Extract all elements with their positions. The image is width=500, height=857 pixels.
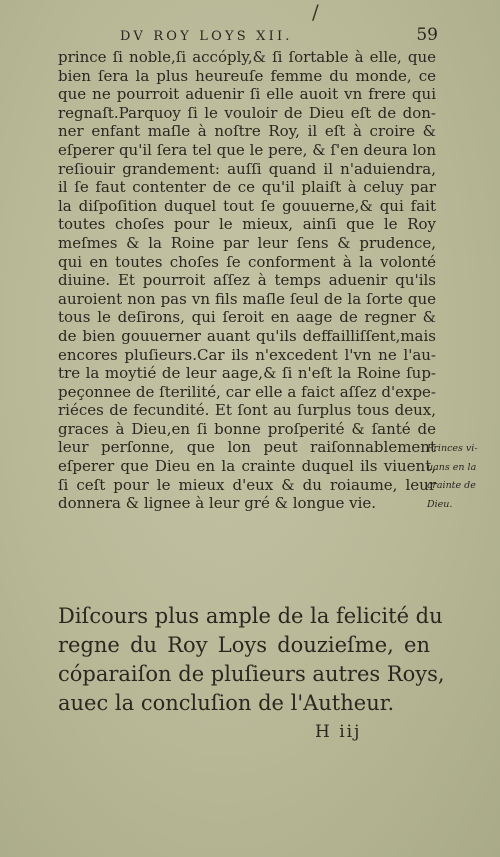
text-line: peçonnee de ſterilité, car elle a faict aſſez d'expe- bbox=[58, 382, 436, 401]
margin-note-line: uans en la bbox=[427, 461, 477, 473]
text-line: encores pluſieurs.Car ils n'excedent l'vn ne l'au- bbox=[58, 345, 436, 364]
text-line: meſmes & la Roine par leur ſens & prudence, bbox=[58, 233, 436, 252]
text-line: diuine. Et pourroit aſſez à temps aduenir qu'ils bbox=[58, 271, 436, 290]
page-number: 59 bbox=[416, 25, 438, 45]
text-line: ſi ceſt pour le mieux d'eux & du roiaume, leur bbox=[58, 475, 436, 494]
text-line: riéces de fecundité. Et ſont au ſurplus tous deux, bbox=[58, 401, 436, 420]
margin-note-line: Dieu. bbox=[427, 498, 453, 510]
running-head: DV ROY LOYS XII. bbox=[120, 29, 293, 44]
text-line: bien ſera la plus heureuſe femme du monde, ce bbox=[58, 66, 436, 85]
ink-mark: / bbox=[312, 0, 319, 24]
heading-line: cóparaiſon de pluſieurs autres Roys, bbox=[58, 662, 445, 686]
text-line: qui en toutes choſes ſe conforment à la volonté bbox=[58, 252, 436, 271]
text-line: de bien gouuerner auant qu'ils deffailliſſent,mais bbox=[58, 326, 436, 345]
section-heading bbox=[58, 602, 445, 718]
text-line: leur perſonne, que lon peut raiſonnablement bbox=[58, 438, 436, 457]
text-line: la diſpoſition duquel tout ſe gouuerne,& qui fait bbox=[58, 196, 436, 215]
heading-line: Diſcours plus ample de la felicité du bbox=[58, 604, 443, 628]
heading-line: regne du Roy Loys douzieſme, en bbox=[58, 633, 430, 657]
text-line: donnera & lignee à leur gré & longue vie. bbox=[58, 494, 377, 513]
text-line: il ſe faut contenter de ce qu'il plaiſt à celuy par bbox=[58, 178, 436, 197]
text-line: regnaſt.Parquoy ſi le vouloir de Dieu eſt de don- bbox=[58, 103, 436, 122]
text-line: ner enfant maſle à noſtre Roy, il eſt à croire & bbox=[58, 122, 436, 141]
text-line: graces à Dieu,en ſi bonne proſperité & ſanté de bbox=[58, 419, 436, 438]
margin-note-line: Princes vi- bbox=[427, 443, 478, 454]
margin-note bbox=[427, 440, 497, 514]
body-text bbox=[58, 48, 436, 513]
heading-line: auec la concluſion de l'Autheur. bbox=[58, 691, 395, 715]
text-line: eſperer que Dieu en la crainte duquel ils viuent, bbox=[58, 457, 436, 476]
text-line: tre la moytié de leur aage,& ſi n'eſt la Roine ſup- bbox=[58, 364, 436, 383]
text-line: tous le deſirons, qui ſeroit en aage de regner & bbox=[58, 308, 436, 327]
text-line: eſperer qu'il ſera tel que le pere, & ſ'en deura lon bbox=[58, 140, 436, 159]
text-line: prince ſi noble,ſi accóply,& ſi ſortable à elle, que bbox=[58, 48, 436, 66]
text-line: reſiouir grandement: auſſi quand il n'aduiendra, bbox=[58, 159, 436, 178]
text-line: toutes choſes pour le mieux, ainſi que le Roy bbox=[58, 215, 436, 234]
signature-mark: H iij bbox=[315, 722, 362, 742]
text-line: que ne pourroit aduenir ſi elle auoit vn frere qui bbox=[58, 85, 436, 104]
text-line: auroient non pas vn fils maſle ſeul de la ſorte que bbox=[58, 289, 436, 308]
margin-note-line: crainte de bbox=[427, 480, 476, 492]
